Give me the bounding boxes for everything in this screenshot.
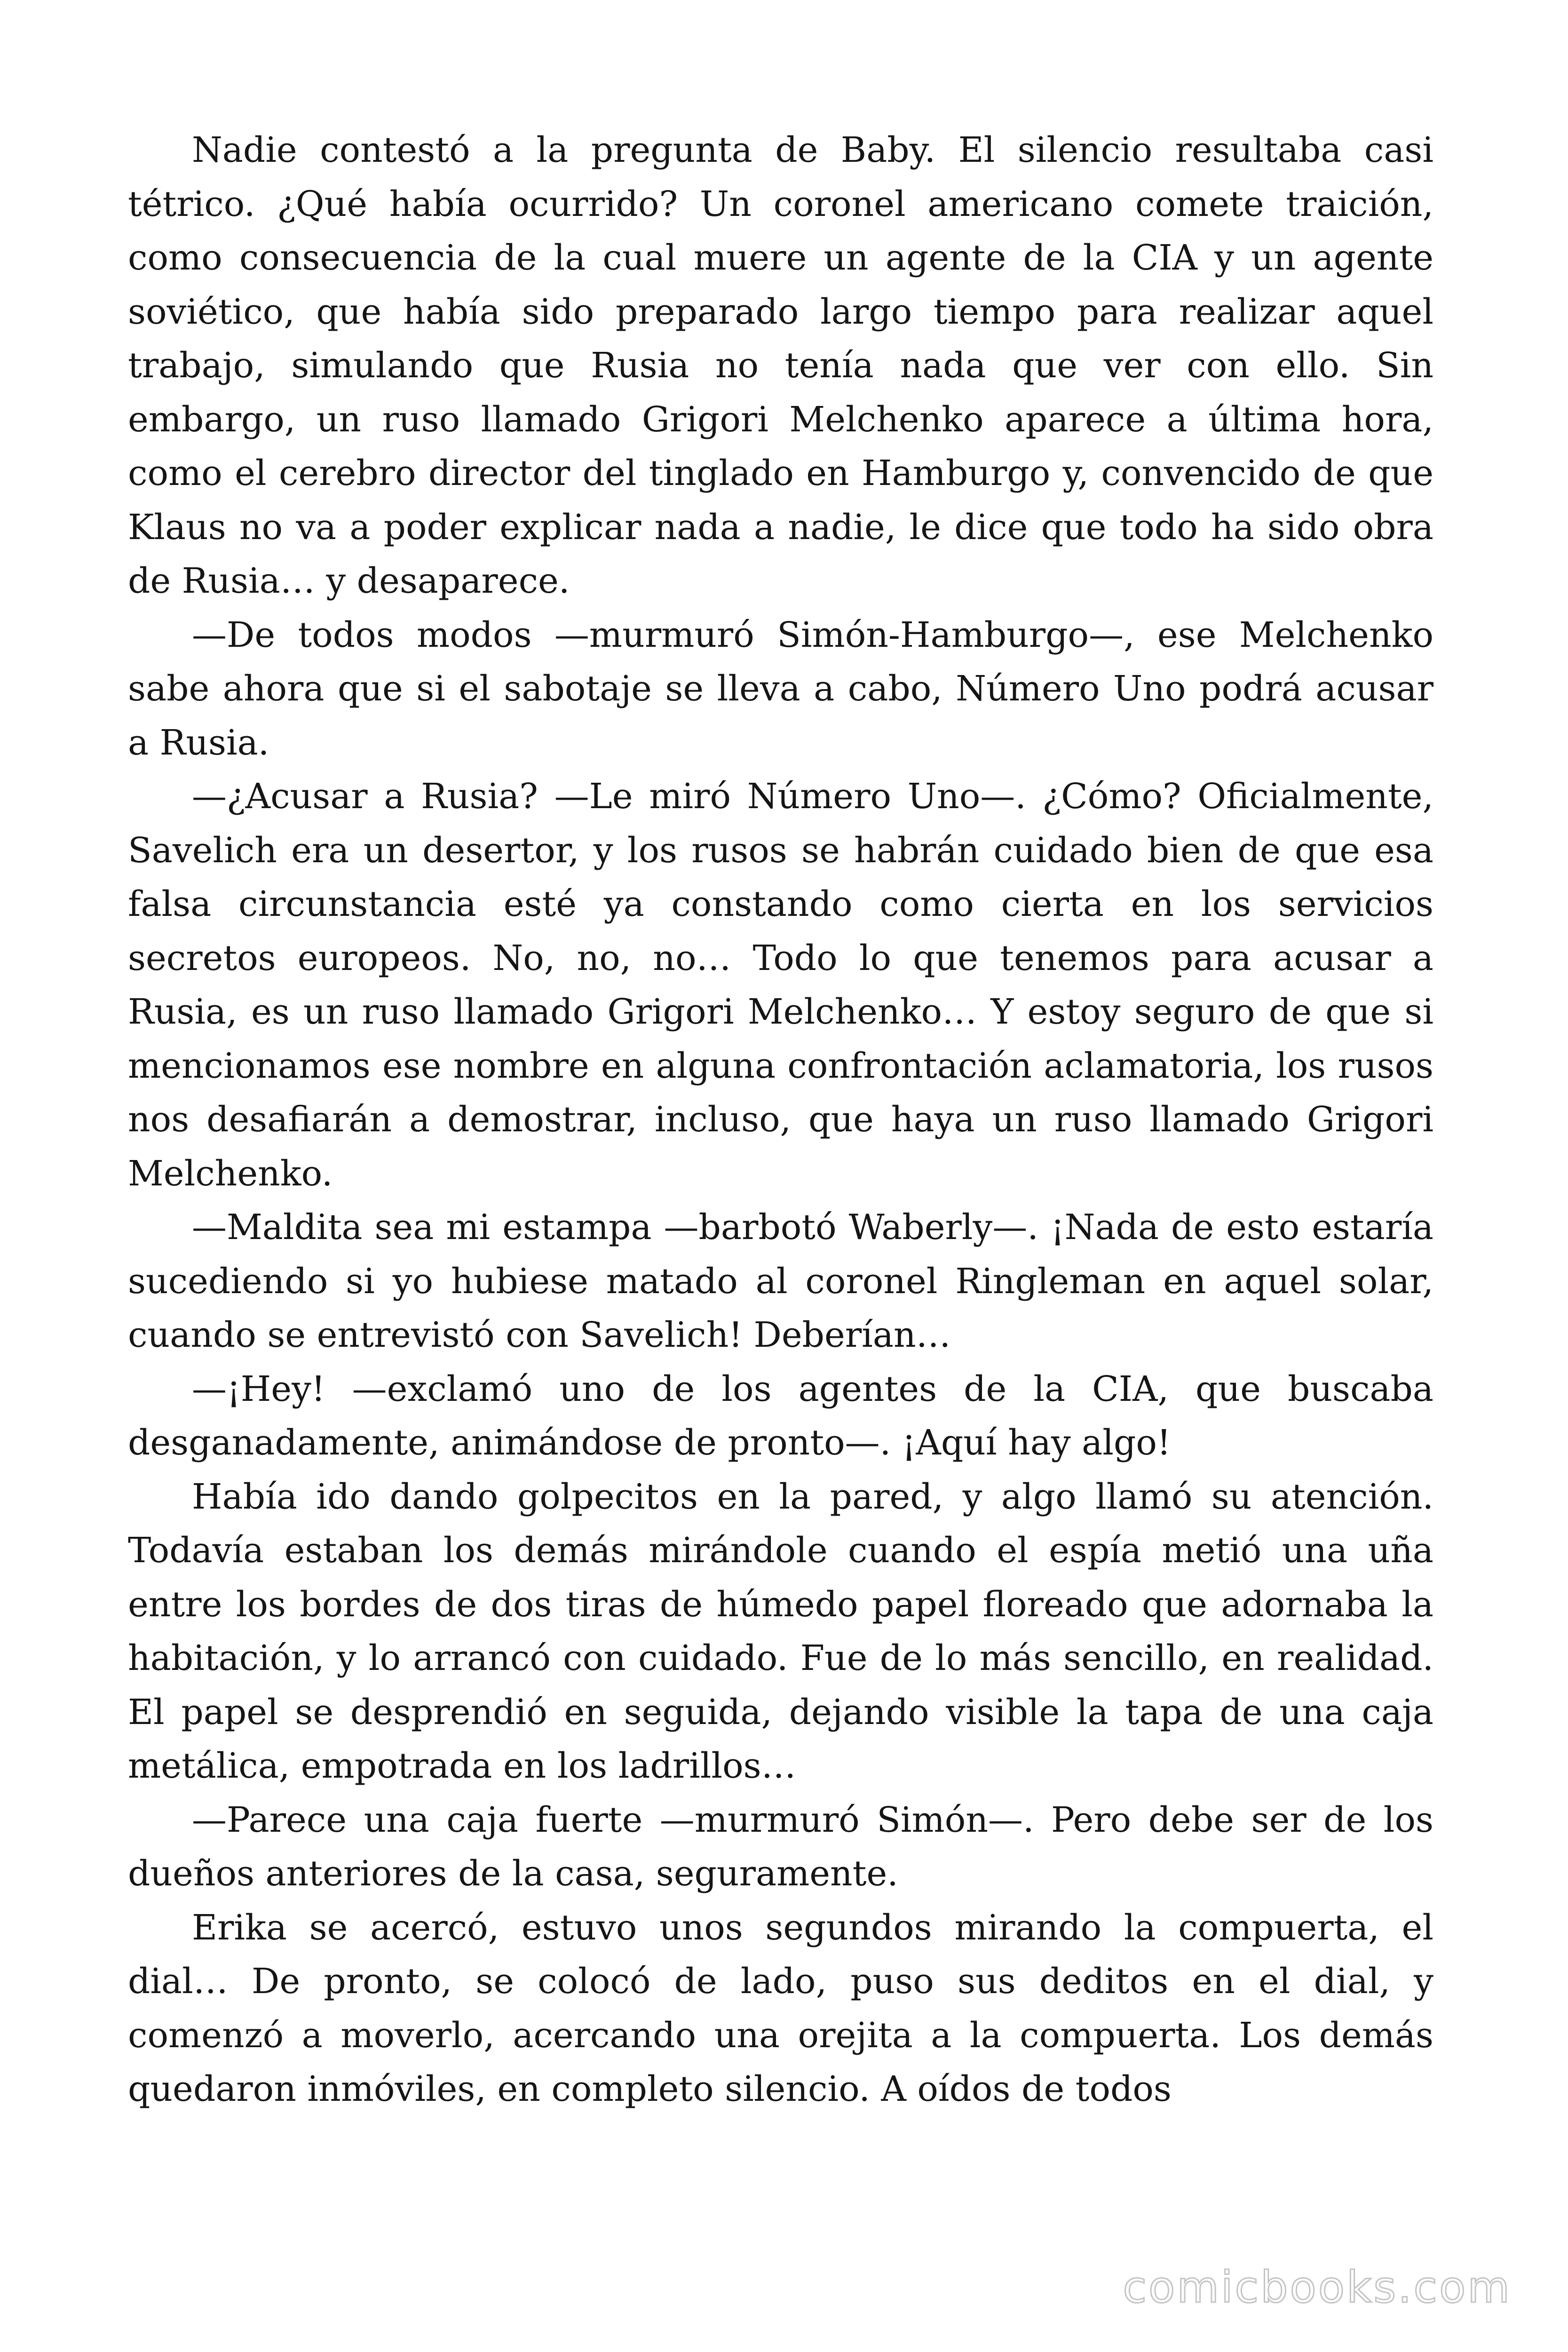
page-body <box>128 123 1433 2116</box>
paragraph: —¡Hey! —exclamó uno de los agentes de la CIA, que buscaba desganadamente, animándose de pronto—. ¡Aquí hay algo! <box>128 1368 1433 1463</box>
paragraph: Nadie contestó a la pregunta de Baby. El silencio resultaba casi tétrico. ¿Qué había ocurrido? Un coronel americano comete traición, como consecuencia de la cual muere un agente de la CIA y un agente soviético, que había sido preparado largo tiempo para realizar aquel trabajo, simulando que Rusia no tenía nada que ver con ello. Sin embargo, un ruso llamado Grigori Melchenko aparece a última hora, como el cerebro director del tinglado en Hamburgo y, convencido de que Klaus no va a poder explicar nada a nadie, le dice que todo ha sido obra de Rusia… y desaparece. <box>128 130 1433 601</box>
paragraph: Erika se acercó, estuvo unos segundos mirando la compuerta, el dial… De pronto, se colocó de lado, puso sus deditos en el dial, y comenzó a moverlo, acercando una orejita a la compuerta. Los demás quedaron inmóviles, en completo silencio. A oídos de todos <box>128 1907 1433 2109</box>
paragraph: —¿Acusar a Rusia? —Le miró Número Uno—. ¿Cómo? Oficialmente, Savelich era un desertor, y los rusos se habrán cuidado bien de que esa falsa circunstancia esté ya constando como cierta en los servicios secretos europeos. No, no, no… Todo lo que tenemos para acusar a Rusia, es un ruso llamado Grigori Melchenko… Y estoy seguro de que si mencionamos ese nombre en alguna confrontación aclamatoria, los rusos nos desafiarán a demostrar, incluso, que haya un ruso llamado Grigori Melchenko. <box>128 776 1433 1194</box>
paragraph: —Parece una caja fuerte —murmuró Simón—. Pero debe ser de los dueños anteriores de la casa, seguramente. <box>128 1799 1433 1894</box>
paragraph: —De todos modos —murmuró Simón-Hamburgo—, ese Melchenko sabe ahora que si el sabotaje se lleva a cabo, Número Uno podrá acusar a Rusia. <box>128 614 1433 763</box>
paragraph: Había ido dando golpecitos en la pared, y algo llamó su atención. Todavía estaban los demás mirándole cuando el espía metió una uña entre los bordes de dos tiras de húmedo papel floreado que adornaba la habitación, y lo arrancó con cuidado. Fue de lo más sencillo, en realidad. El papel se desprendió en seguida, dejando visible la tapa de una caja metálica, empotrada en los ladrillos… <box>128 1476 1433 1786</box>
watermark: comicbooks.com <box>1123 2262 1512 2312</box>
paragraph: —Maldita sea mi estampa —barbotó Waberly—. ¡Nada de esto estaría sucediendo si yo hubiese matado al coronel Ringleman en aquel solar, cuando se entrevistó con Savelich! Deberían… <box>128 1207 1433 1355</box>
